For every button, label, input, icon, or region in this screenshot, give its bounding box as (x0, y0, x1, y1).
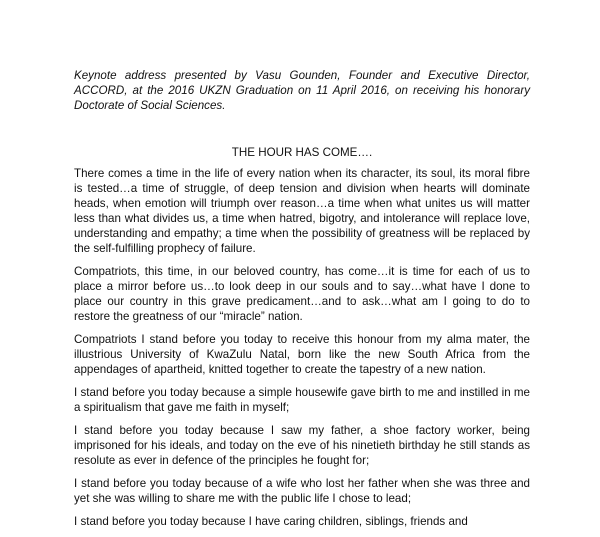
paragraph: Compatriots I stand before you today to receive this honour from my alma mater, the illustrious University of KwaZulu Natal, born like the new South Africa from the appendages of apartheid, knitted together to create the tapestry of a new nation. (74, 333, 530, 376)
speech-body (74, 166, 530, 537)
paragraph: I stand before you today because I have caring children, siblings, friends and (74, 515, 468, 528)
paragraph: I stand before you today because a simple housewife gave birth to me and instilled in me a spiritualism that gave me faith in myself; (74, 386, 530, 414)
paragraph: Compatriots, this time, in our beloved country, has come…it is time for each of us to place a mirror before us…to look deep in our souls and to say…what have I done to place our country in this grave predicament…and to ask…what am I going to do to restore the greatness of our “miracle” nation. (74, 265, 530, 323)
intro-note: Keynote address presented by Vasu Gounden, Founder and Executive Director, ACCORD, at the 2016 UKZN Graduation on 11 April 2016, on receiving his honorary Doctorate of Social Sciences. (74, 69, 530, 112)
paragraph: There comes a time in the life of every nation when its character, its soul, its moral fibre is tested…a time of struggle, of deep tension and division when hearts will dominate heads, when emotion will triumph over reason…a time when what unites us will matter less than what divides us, a time when hatred, bigotry, and intolerance will replace love, understanding and empathy; a time when the possibility of greatness will be replaced by the self-fulfilling prophecy of failure. (74, 167, 530, 255)
paragraph: I stand before you today because I saw my father, a shoe factory worker, being imprisoned for his ideals, and today on the eve of his ninetieth birthday he still stands as resolute as ever in defence of the principles he fought for; (74, 424, 530, 467)
document-page (74, 68, 530, 528)
speech-title: THE HOUR HAS COME…. (231, 146, 373, 159)
paragraph: I stand before you today because of a wife who lost her father when she was three and yet she was willing to share me with the public life I chose to lead; (74, 477, 530, 505)
